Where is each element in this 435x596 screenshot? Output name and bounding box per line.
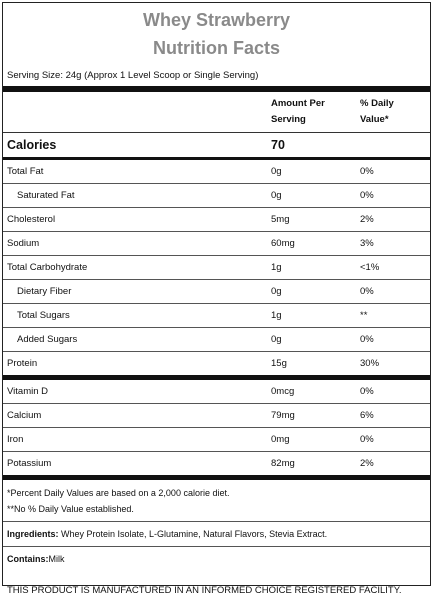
amount-header-line1: Amount Per [271,98,325,109]
mineral-amount: 0mg [271,434,290,445]
mineral-name: Calcium [7,410,42,421]
table-row [3,303,430,327]
product-name: Whey Strawberry [142,10,291,30]
table-row [3,380,430,403]
nutrient-name: Cholesterol [7,214,56,225]
nutrient-dv: 0% [360,190,374,201]
mineral-amount: 82mg [271,458,295,469]
dv-header-line1: % Daily [360,98,394,109]
nutrient-amount: 1g [271,262,282,273]
mineral-dv: 0% [360,434,374,445]
nutrient-name: Sodium [7,238,40,249]
footnote-daily-value: *Percent Daily Values are based on a 2,000 calorie diet. [7,488,230,498]
table-row [3,327,430,351]
amount-header-line2: Serving [271,114,306,125]
nutrient-dv: 30% [360,358,380,369]
calories-label: Calories [7,138,57,152]
table-row [3,255,430,279]
table-row [3,427,430,451]
table-row [3,351,430,375]
nutrient-name: Protein [7,358,38,369]
mineral-table [3,380,430,475]
nutrient-table [3,157,430,375]
mineral-dv: 0% [360,386,374,397]
ingredients-section [3,521,430,546]
table-row [3,157,430,183]
nutrient-dv: ** [360,310,368,321]
daily-value-header [360,96,430,128]
nutrient-dv: 0% [360,286,374,297]
mineral-name: Vitamin D [7,386,49,397]
table-row [3,279,430,303]
calories-value: 70 [271,138,285,152]
nutrient-dv: 2% [360,214,374,225]
nutrient-amount: 0g [271,166,282,177]
nutrient-name: Added Sugars [17,334,78,345]
nutrient-amount: 0g [271,190,282,201]
table-row [3,183,430,207]
nutrient-dv: 0% [360,166,374,177]
allergen-section [3,546,430,571]
nutrient-amount: 15g [271,358,287,369]
table-row [3,207,430,231]
nutrient-dv: 0% [360,334,374,345]
facility-statement: THIS PRODUCT IS MANUFACTURED IN AN INFORMED CHOICE REGISTERED FACILITY. [7,585,402,596]
table-row [3,451,430,475]
footnotes [3,480,430,521]
mineral-amount: 0mcg [271,386,295,397]
nutrient-amount: 5mg [271,214,290,225]
ingredients-label: Ingredients: [7,529,59,539]
nutrient-name: Total Carbohydrate [7,262,88,273]
ingredients-text: Whey Protein Isolate, L-Glutamine, Natural Flavors, Stevia Extract. [58,529,328,539]
nutrition-facts-panel [2,2,431,596]
nutrient-amount: 0g [271,334,282,345]
mineral-dv: 6% [360,410,374,421]
nutrient-name: Total Sugars [17,310,70,321]
mineral-dv: 2% [360,458,374,469]
nutrient-dv: 3% [360,238,374,249]
nutrient-name: Total Fat [7,166,44,177]
amount-per-serving-header [271,96,360,128]
nutrient-name: Saturated Fat [17,190,75,201]
contains-text: Milk [48,554,65,564]
column-header-row [3,92,430,132]
dv-header-line2: Value* [360,114,389,125]
footnote-no-daily-value: **No % Daily Value established. [7,504,134,514]
serving-size: Serving Size: 24g (Approx 1 Level Scoop or Single Serving) [7,70,259,81]
table-row [3,231,430,255]
mineral-amount: 79mg [271,410,295,421]
calories-row [3,132,430,157]
contains-label: Contains: [7,554,49,564]
nutrient-amount: 60mg [271,238,295,249]
mineral-name: Iron [7,434,24,445]
nutrient-amount: 0g [271,286,282,297]
nutrient-dv: <1% [360,262,380,273]
nutrient-name: Dietary Fiber [17,286,72,297]
nutrient-amount: 1g [271,310,282,321]
nutrition-facts-heading: Nutrition Facts [152,38,280,58]
table-row [3,403,430,427]
mineral-name: Potassium [7,458,52,469]
